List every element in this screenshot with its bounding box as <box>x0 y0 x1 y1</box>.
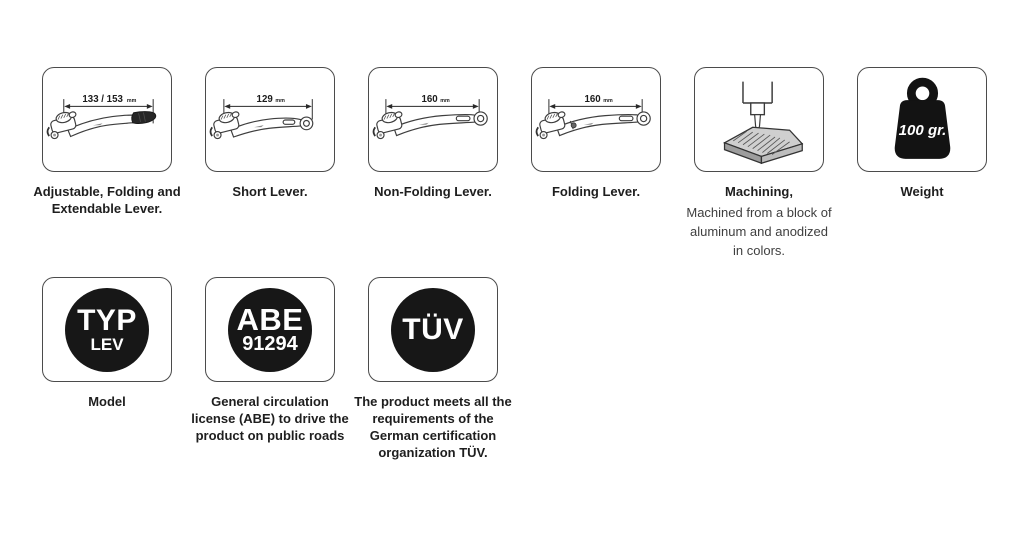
feature-title: General circulation license (ABE) to drive the product on public roads <box>191 394 349 443</box>
lever-folding-icon <box>533 69 660 171</box>
badge-line1: ABE <box>236 301 304 337</box>
feature-card <box>368 277 498 382</box>
feature-title: Folding Lever. <box>551 184 641 199</box>
dimension-unit: mm <box>439 97 450 104</box>
feature-weight <box>857 67 987 200</box>
lever-non-folding-icon <box>370 69 497 171</box>
feature-card <box>531 67 661 172</box>
weight-icon <box>859 69 986 171</box>
badge-line2: 91294 <box>242 332 298 355</box>
dimension-unit: mm <box>274 97 285 104</box>
feature-title: Model <box>88 394 126 409</box>
feature-title: Machining, <box>725 184 793 199</box>
badge-line1: TÜV <box>402 312 464 346</box>
features-row-2 <box>42 277 512 461</box>
weight-value: 100 gr. <box>898 121 946 139</box>
dimension-value: 160 <box>584 93 601 105</box>
feature-card <box>694 67 824 172</box>
feature-description: Machined from a block of aluminum and anodized in colors. <box>686 205 832 258</box>
typ-lev-badge <box>65 288 149 372</box>
feature-card <box>42 277 172 382</box>
dimension-unit: mm <box>126 97 136 104</box>
feature-folding-lever <box>531 67 661 200</box>
abe-badge <box>228 288 312 372</box>
features-row-1 <box>33 67 987 260</box>
feature-title: Short Lever. <box>232 184 308 199</box>
feature-non-folding-lever <box>368 67 498 200</box>
feature-title: Weight <box>900 184 944 199</box>
badge-line1: TYP <box>77 303 137 337</box>
lever-extendable-icon <box>44 69 171 171</box>
feature-short-lever <box>205 67 335 200</box>
feature-card <box>857 67 987 172</box>
dimension-value: 133 / 153 <box>81 93 123 105</box>
feature-model <box>42 277 172 410</box>
feature-title: The product meets all the requirements of the German certification organization TÜV. <box>354 394 512 460</box>
feature-card <box>368 67 498 172</box>
feature-title: Adjustable, Folding and Extendable Lever. <box>33 184 181 216</box>
dimension-value: 129 <box>256 93 273 105</box>
feature-card <box>205 277 335 382</box>
feature-card <box>205 67 335 172</box>
dimension-unit: mm <box>602 97 613 104</box>
feature-abe-license <box>191 277 349 444</box>
feature-adjustable-lever <box>33 67 181 217</box>
tuv-badge <box>391 288 475 372</box>
badge-line2: LEV <box>90 334 124 354</box>
feature-title: Non-Folding Lever. <box>374 184 492 199</box>
feature-tuv-certification <box>354 277 512 461</box>
dimension-value: 160 <box>421 93 438 105</box>
lever-short-icon <box>207 69 334 171</box>
milling-machine-icon <box>696 69 823 171</box>
feature-machining <box>686 67 832 260</box>
feature-card <box>42 67 172 172</box>
